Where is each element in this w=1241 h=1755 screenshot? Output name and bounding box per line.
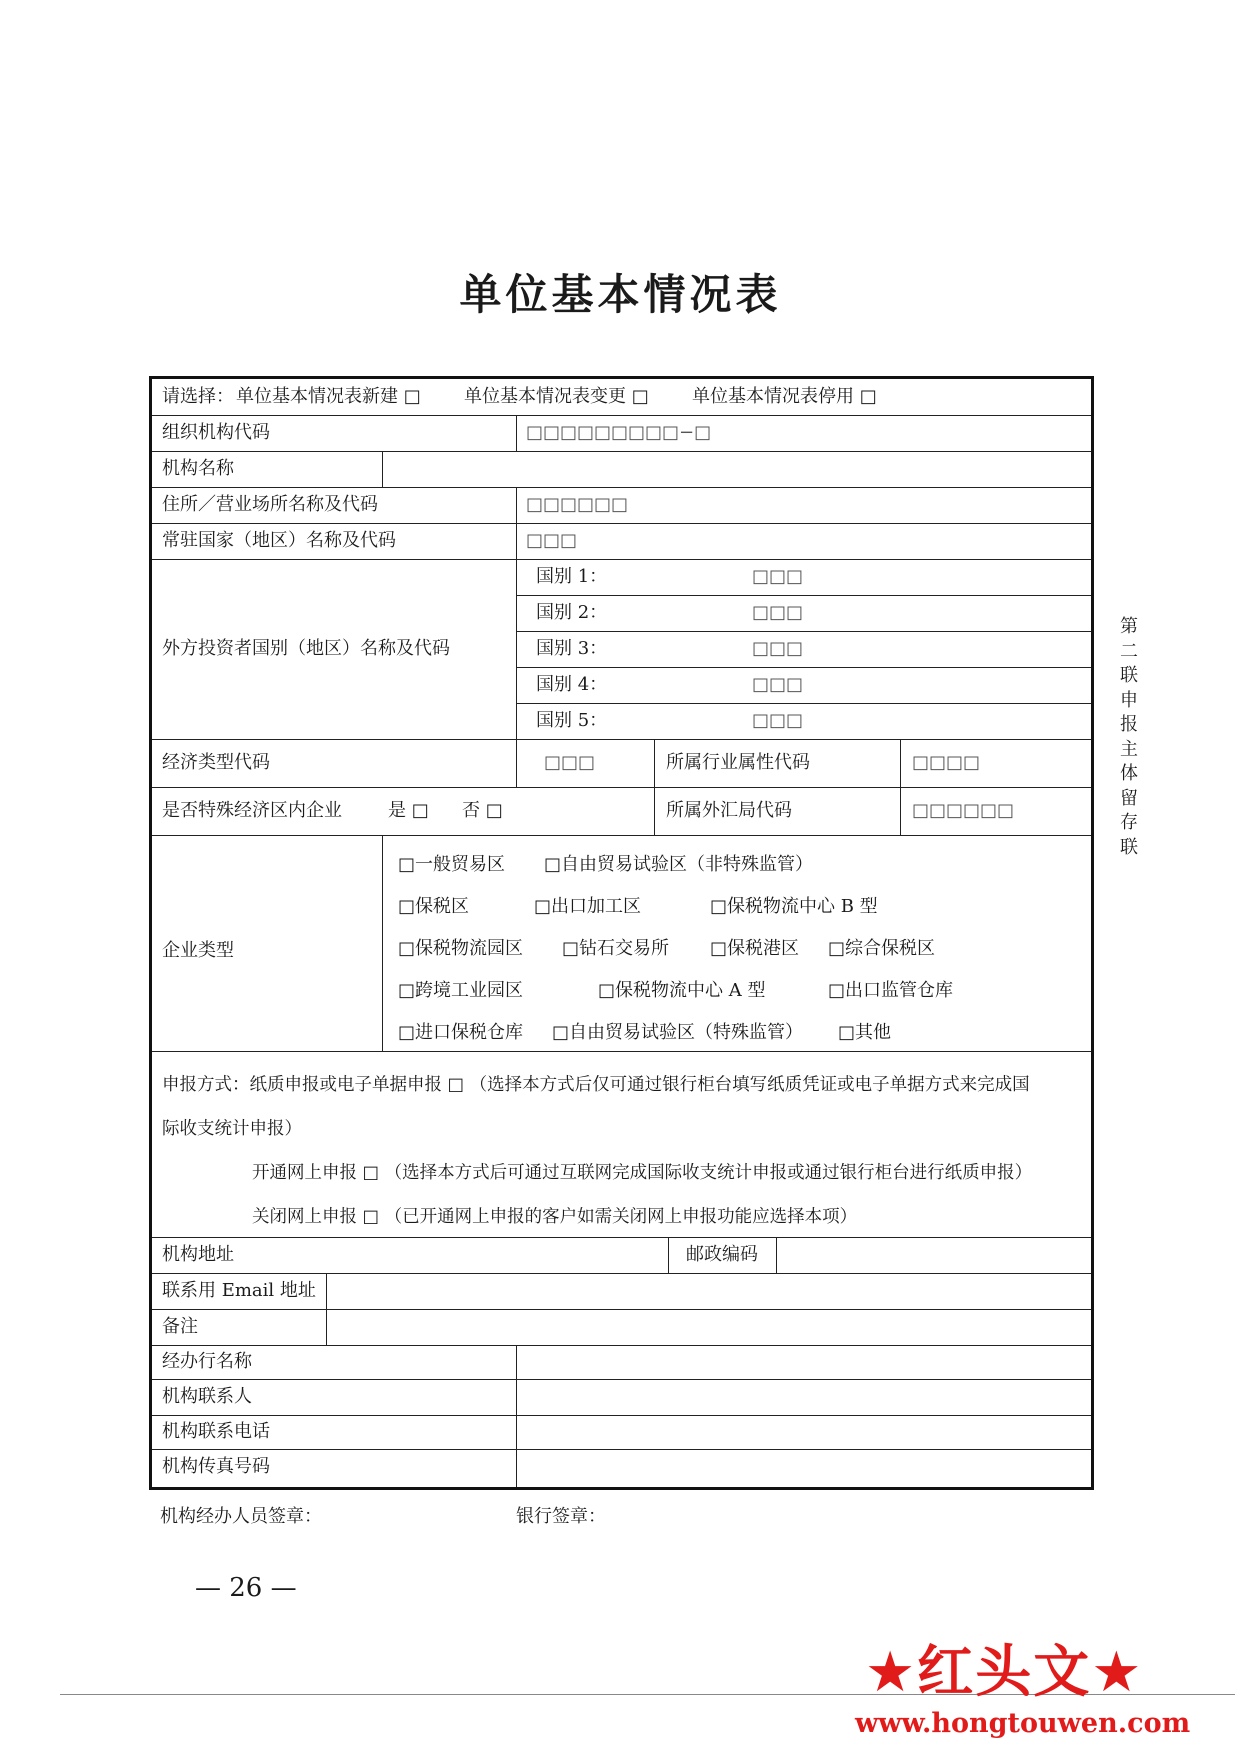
email-label: 联系用 Email 地址 — [162, 1280, 316, 1301]
ent-import-bonded-warehouse-checkbox[interactable]: □进口保税仓库 — [398, 1022, 524, 1043]
declaration-online-close-option[interactable]: 关闭网上申报 □ （已开通网上申报的客户如需关闭网上申报功能应选择本项） — [252, 1207, 858, 1227]
org-code-input[interactable]: □□□□□□□□□−□ — [526, 422, 712, 443]
org-address-label: 机构地址 — [162, 1244, 234, 1265]
declaration-paper-note: 际收支统计申报） — [162, 1119, 302, 1139]
ent-logistics-b-checkbox[interactable]: □保税物流中心 B 型 — [710, 896, 878, 917]
ent-export-processing-checkbox[interactable]: □出口加工区 — [534, 896, 642, 917]
declaration-online-open-option[interactable]: 开通网上申报 □ （选择本方式后可通过互联网完成国际收支统计申报或通过银行柜台进行纸质申报） — [252, 1163, 1033, 1183]
country-3-input[interactable]: □□□ — [752, 638, 804, 659]
special-zone-label: 是否特殊经济区内企业 — [162, 800, 342, 821]
ent-ftz-special-checkbox[interactable]: □自由贸易试验区（特殊监管） — [552, 1022, 804, 1043]
contact-label: 机构联系人 — [162, 1386, 252, 1407]
special-zone-no-checkbox[interactable]: 否 □ — [462, 800, 503, 821]
country-code-input[interactable]: □□□ — [526, 530, 578, 551]
bank-name-label: 经办行名称 — [162, 1351, 252, 1372]
ent-logistics-a-checkbox[interactable]: □保税物流中心 A 型 — [598, 980, 766, 1001]
option-new-checkbox[interactable]: 单位基本情况表新建 □ — [236, 386, 421, 407]
ent-cross-border-park-checkbox[interactable]: □跨境工业园区 — [398, 980, 524, 1001]
option-stop-checkbox[interactable]: 单位基本情况表停用 □ — [692, 386, 877, 407]
country-2-label: 国别 2： — [536, 602, 608, 623]
ent-export-warehouse-checkbox[interactable]: □出口监管仓库 — [828, 980, 954, 1001]
page-number: — 26 — — [195, 1573, 297, 1603]
org-name-label: 机构名称 — [162, 458, 234, 479]
ent-other-checkbox[interactable]: □其他 — [838, 1022, 892, 1043]
ent-general-trade-checkbox[interactable]: □一般贸易区 — [398, 854, 506, 875]
country-1-label: 国别 1： — [536, 566, 608, 587]
country-5-label: 国别 5： — [536, 710, 608, 731]
enterprise-type-label: 企业类型 — [162, 940, 234, 961]
phone-label: 机构联系电话 — [162, 1421, 270, 1442]
watermark-url: www.hongtouwen.com — [855, 1708, 1191, 1739]
forex-bureau-label: 所属外汇局代码 — [666, 800, 792, 821]
select-label: 请选择： — [162, 386, 234, 407]
form-title: 单位基本情况表 — [459, 270, 782, 319]
org-signature-label: 机构经办人员签章： — [160, 1506, 322, 1527]
remark-label: 备注 — [162, 1316, 198, 1337]
special-zone-yes-checkbox[interactable]: 是 □ — [388, 800, 429, 821]
country-2-input[interactable]: □□□ — [752, 602, 804, 623]
country-1-input[interactable]: □□□ — [752, 566, 804, 587]
ent-comprehensive-bonded-checkbox[interactable]: □综合保税区 — [828, 938, 936, 959]
fax-label: 机构传真号码 — [162, 1456, 270, 1477]
address-code-input[interactable]: □□□□□□ — [526, 494, 629, 515]
option-change-checkbox[interactable]: 单位基本情况表变更 □ — [464, 386, 649, 407]
ent-bonded-zone-checkbox[interactable]: □保税区 — [398, 896, 470, 917]
org-name-input[interactable] — [392, 455, 1082, 483]
country-code-label: 常驻国家（地区）名称及代码 — [162, 530, 396, 551]
address-code-label: 住所／营业场所名称及代码 — [162, 494, 378, 515]
copy-sidebar: 第二联申报主体留存联 — [1120, 616, 1138, 858]
ent-diamond-exchange-checkbox[interactable]: □钻石交易所 — [562, 938, 670, 959]
econ-type-label: 经济类型代码 — [162, 752, 270, 773]
declaration-paper-option[interactable]: 申报方式：纸质申报或电子单据申报 □ （选择本方式后仅可通过银行柜台填写纸质凭证或电子单据方式来完成国 — [162, 1075, 1030, 1095]
foreign-investor-label: 外方投资者国别（地区）名称及代码 — [162, 638, 450, 659]
econ-type-input[interactable]: □□□ — [544, 752, 596, 773]
ent-bonded-port-checkbox[interactable]: □保税港区 — [710, 938, 800, 959]
industry-code-label: 所属行业属性代码 — [666, 752, 810, 773]
bank-signature-label: 银行签章： — [516, 1506, 606, 1527]
postal-code-label: 邮政编码 — [686, 1244, 758, 1265]
country-4-label: 国别 4： — [536, 674, 608, 695]
country-4-input[interactable]: □□□ — [752, 674, 804, 695]
watermark-brand: ★红头文★ — [865, 1640, 1144, 1705]
country-5-input[interactable]: □□□ — [752, 710, 804, 731]
org-code-label: 组织机构代码 — [162, 422, 270, 443]
ent-logistics-park-checkbox[interactable]: □保税物流园区 — [398, 938, 524, 959]
basic-info-form — [149, 376, 1094, 1490]
country-3-label: 国别 3： — [536, 638, 608, 659]
ent-ftz-nonspecial-checkbox[interactable]: □自由贸易试验区（非特殊监管） — [544, 854, 814, 875]
industry-code-input[interactable]: □□□□ — [912, 752, 981, 773]
forex-bureau-input[interactable]: □□□□□□ — [912, 800, 1015, 821]
